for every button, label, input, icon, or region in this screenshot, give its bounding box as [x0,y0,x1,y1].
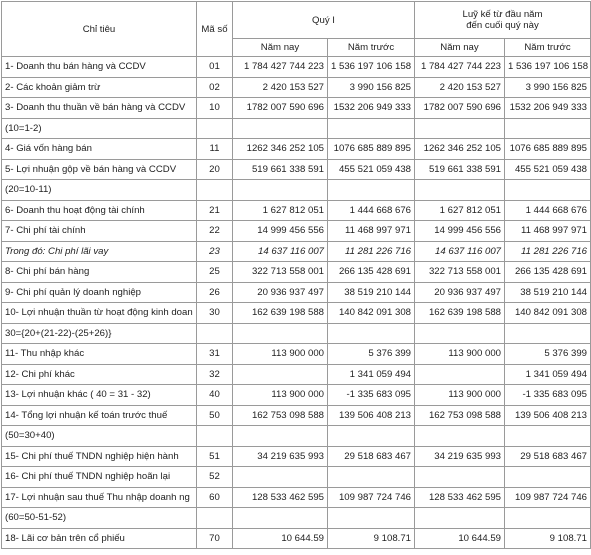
table-row [2,487,591,508]
row-label: Trong đó: Chi phí lãi vay [2,241,197,262]
table-row [2,405,591,426]
row-code: 30 [197,303,233,324]
row-cumulative-previous [505,180,591,201]
row-code: 31 [197,344,233,365]
row-quarter-current [233,426,328,447]
table-row [2,282,591,303]
row-quarter-current: 14 999 456 556 [233,221,328,242]
row-code [197,180,233,201]
row-code [197,323,233,344]
col-header-luy-ke [415,2,591,39]
row-quarter-current: 34 219 635 993 [233,446,328,467]
row-cumulative-current [415,323,505,344]
row-cumulative-current: 14 637 116 007 [415,241,505,262]
row-cumulative-current [415,118,505,139]
row-quarter-previous: 5 376 399 [328,344,415,365]
row-cumulative-current: 20 936 937 497 [415,282,505,303]
col-header-quy-nam-nay: Năm nay [233,39,328,57]
table-row [2,98,591,119]
table-row [2,364,591,385]
row-label: 14- Tổng lợi nhuận kế toán trước thuế [2,405,197,426]
col-header-quy-nam-truoc: Năm trước [328,39,415,57]
row-cumulative-previous: 1 444 668 676 [505,200,591,221]
table-body [2,57,591,549]
luy-ke-line-2: đến cuối quý này [466,20,539,31]
row-quarter-previous: 1 341 059 494 [328,364,415,385]
row-cumulative-previous: 1532 206 949 333 [505,98,591,119]
table-row [2,241,591,262]
row-label: 3- Doanh thu thuần về bán hàng và CCDV [2,98,197,119]
row-label: (20=10-11) [2,180,197,201]
table-row [2,262,591,283]
row-cumulative-previous [505,323,591,344]
row-label: 10- Lợi nhuận thuần từ hoạt động kinh doan [2,303,197,324]
table-row [2,508,591,529]
row-quarter-previous: 1 444 668 676 [328,200,415,221]
col-header-ma-so: Mã số [197,2,233,57]
row-cumulative-previous [505,118,591,139]
row-quarter-previous: 9 108.71 [328,528,415,549]
row-quarter-previous: 1076 685 889 895 [328,139,415,160]
row-code: 52 [197,467,233,488]
row-quarter-current: 128 533 462 595 [233,487,328,508]
row-label: 18- Lãi cơ bản trên cổ phiếu [2,528,197,549]
row-quarter-current: 20 936 937 497 [233,282,328,303]
row-code: 01 [197,57,233,78]
row-quarter-previous: 3 990 156 825 [328,77,415,98]
row-label: 12- Chi phí khác [2,364,197,385]
row-quarter-previous: 38 519 210 144 [328,282,415,303]
row-cumulative-current: 34 219 635 993 [415,446,505,467]
row-quarter-previous [328,508,415,529]
table-row [2,426,591,447]
row-cumulative-current [415,180,505,201]
row-quarter-previous [328,180,415,201]
table-row [2,180,591,201]
row-quarter-current: 162 639 198 588 [233,303,328,324]
row-code: 20 [197,159,233,180]
row-label: 15- Chi phí thuế TNDN nghiệp hiện hành [2,446,197,467]
row-quarter-previous: 11 281 226 716 [328,241,415,262]
table-row [2,139,591,160]
row-cumulative-current: 10 644.59 [415,528,505,549]
table-row [2,303,591,324]
row-cumulative-current: 519 661 338 591 [415,159,505,180]
row-code [197,508,233,529]
row-quarter-current: 113 900 000 [233,344,328,365]
row-quarter-previous: 140 842 091 308 [328,303,415,324]
row-label: (10=1-2) [2,118,197,139]
header-row-1 [2,2,591,39]
row-quarter-current: 519 661 338 591 [233,159,328,180]
row-label: 4- Giá vốn hàng bán [2,139,197,160]
luy-ke-line-1: Luỹ kế từ đầu năm [462,9,543,20]
row-cumulative-current: 113 900 000 [415,344,505,365]
table-row [2,77,591,98]
row-cumulative-previous: 3 990 156 825 [505,77,591,98]
row-code: 02 [197,77,233,98]
table-row [2,528,591,549]
row-cumulative-current: 162 753 098 588 [415,405,505,426]
row-code: 23 [197,241,233,262]
row-quarter-current [233,118,328,139]
row-cumulative-previous: 5 376 399 [505,344,591,365]
row-cumulative-previous [505,467,591,488]
table-row [2,344,591,365]
row-quarter-previous: 109 987 724 746 [328,487,415,508]
row-cumulative-previous: 29 518 683 467 [505,446,591,467]
row-cumulative-current [415,364,505,385]
row-cumulative-previous: 11 468 997 971 [505,221,591,242]
row-code: 70 [197,528,233,549]
col-header-luy-ke-nam-truoc: Năm trước [505,39,591,57]
row-quarter-previous: 455 521 059 438 [328,159,415,180]
row-quarter-current [233,323,328,344]
row-quarter-current: 322 713 558 001 [233,262,328,283]
row-quarter-previous [328,323,415,344]
row-cumulative-previous: 11 281 226 716 [505,241,591,262]
col-header-quy: Quý I [233,2,415,39]
row-code: 60 [197,487,233,508]
row-cumulative-current: 322 713 558 001 [415,262,505,283]
row-quarter-current [233,364,328,385]
row-code: 50 [197,405,233,426]
row-cumulative-previous [505,508,591,529]
row-cumulative-current: 1 627 812 051 [415,200,505,221]
table-row [2,446,591,467]
row-quarter-current: 113 900 000 [233,385,328,406]
row-cumulative-current: 2 420 153 527 [415,77,505,98]
row-quarter-current [233,508,328,529]
row-code: 40 [197,385,233,406]
row-quarter-previous: 1532 206 949 333 [328,98,415,119]
row-label: 16- Chi phí thuế TNDN nghiệp hoãn lại [2,467,197,488]
row-code [197,118,233,139]
row-quarter-previous: 29 518 683 467 [328,446,415,467]
row-label: 6- Doanh thu hoạt động tài chính [2,200,197,221]
row-quarter-current [233,467,328,488]
row-label: (50=30+40) [2,426,197,447]
row-label: 7- Chi phí tài chính [2,221,197,242]
row-quarter-previous: 11 468 997 971 [328,221,415,242]
row-cumulative-current: 14 999 456 556 [415,221,505,242]
row-cumulative-previous: 1 341 059 494 [505,364,591,385]
col-header-chi-tieu: Chỉ tiêu [2,2,197,57]
row-cumulative-current: 162 639 198 588 [415,303,505,324]
row-cumulative-previous: 140 842 091 308 [505,303,591,324]
row-code: 26 [197,282,233,303]
row-cumulative-previous: 266 135 428 691 [505,262,591,283]
row-quarter-current: 14 637 116 007 [233,241,328,262]
row-quarter-current: 1782 007 590 696 [233,98,328,119]
row-quarter-previous [328,467,415,488]
row-label: 30={20+(21-22)-(25+26)} [2,323,197,344]
table-row [2,323,591,344]
table-row [2,221,591,242]
row-quarter-current: 2 420 153 527 [233,77,328,98]
row-cumulative-previous [505,426,591,447]
row-code: 21 [197,200,233,221]
row-quarter-current: 1 627 812 051 [233,200,328,221]
income-statement-table [1,1,591,549]
row-cumulative-current: 1262 346 252 105 [415,139,505,160]
row-cumulative-current: 113 900 000 [415,385,505,406]
row-code: 10 [197,98,233,119]
col-header-luy-ke-nam-nay: Năm nay [415,39,505,57]
row-cumulative-previous: 139 506 408 213 [505,405,591,426]
row-quarter-previous: -1 335 683 095 [328,385,415,406]
row-cumulative-previous: 109 987 724 746 [505,487,591,508]
table-row [2,57,591,78]
row-label: 9- Chi phí quản lý doanh nghiệp [2,282,197,303]
row-code: 22 [197,221,233,242]
row-cumulative-current [415,508,505,529]
row-code [197,426,233,447]
row-code: 11 [197,139,233,160]
row-cumulative-previous: 1 536 197 106 158 [505,57,591,78]
row-label: 13- Lợi nhuận khác ( 40 = 31 - 32) [2,385,197,406]
row-cumulative-current [415,426,505,447]
row-quarter-previous [328,118,415,139]
table-row [2,385,591,406]
row-cumulative-previous: 455 521 059 438 [505,159,591,180]
row-cumulative-current: 128 533 462 595 [415,487,505,508]
row-quarter-previous: 1 536 197 106 158 [328,57,415,78]
row-label: 1- Doanh thu bán hàng và CCDV [2,57,197,78]
row-code: 32 [197,364,233,385]
row-cumulative-previous: 38 519 210 144 [505,282,591,303]
row-quarter-current: 1262 346 252 105 [233,139,328,160]
row-code: 51 [197,446,233,467]
row-cumulative-current: 1782 007 590 696 [415,98,505,119]
row-cumulative-current [415,467,505,488]
table-row [2,159,591,180]
row-code: 25 [197,262,233,283]
row-cumulative-previous: 1076 685 889 895 [505,139,591,160]
row-label: 11- Thu nhập khác [2,344,197,365]
row-quarter-previous [328,426,415,447]
row-quarter-current: 162 753 098 588 [233,405,328,426]
row-cumulative-previous: -1 335 683 095 [505,385,591,406]
row-quarter-previous: 266 135 428 691 [328,262,415,283]
row-label: 2- Các khoản giảm trừ [2,77,197,98]
table-row [2,200,591,221]
row-quarter-current: 1 784 427 744 223 [233,57,328,78]
table-row [2,118,591,139]
row-label: (60=50-51-52) [2,508,197,529]
row-cumulative-current: 1 784 427 744 223 [415,57,505,78]
row-label: 17- Lợi nhuận sau thuế Thu nhập doanh ng [2,487,197,508]
row-quarter-previous: 139 506 408 213 [328,405,415,426]
row-quarter-current [233,180,328,201]
row-label: 8- Chi phí bán hàng [2,262,197,283]
row-label: 5- Lợi nhuận gộp về bán hàng và CCDV [2,159,197,180]
row-cumulative-previous: 9 108.71 [505,528,591,549]
table-row [2,467,591,488]
row-quarter-current: 10 644.59 [233,528,328,549]
